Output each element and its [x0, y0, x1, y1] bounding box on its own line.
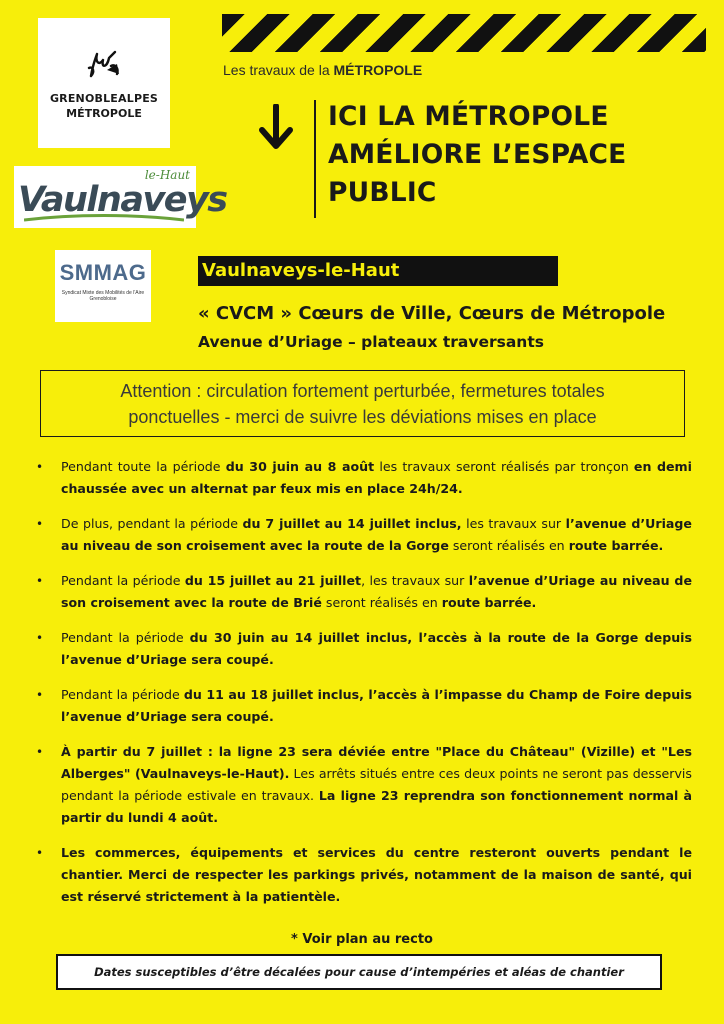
list-item [30, 627, 692, 671]
list-item-text: La ligne 23 reprendra son fonctionnement normal à partir du lundi 4 août. [61, 788, 692, 825]
vaulnaveys-logo [14, 166, 227, 228]
tagline-strong: MÉTROPOLE [333, 62, 423, 78]
list-item-text: route barrée. [441, 595, 537, 610]
list-item [30, 684, 692, 728]
list-item [30, 570, 692, 614]
vaulnaveys-logo-main: Vaulnaveys [18, 180, 227, 220]
recto-note: * Voir plan au recto [291, 932, 433, 947]
list-item [30, 741, 692, 829]
arrow-down-icon [258, 104, 294, 150]
list-item-text: les travaux seront réalisés par tronçon [374, 459, 634, 474]
list-item-text: , les travaux sur [361, 573, 469, 588]
alert-line: ponctuelles - merci de suivre les déviations mises en place [128, 407, 597, 427]
list-item-text: seront réalisés en [448, 538, 569, 553]
metropole-logo-line1: GRENOBLEALPES [49, 92, 159, 105]
list-item-text: du 7 juillet au 14 juillet inclus, [242, 516, 462, 531]
metropole-logo [38, 18, 170, 148]
tagline-prefix: Les travaux de la [223, 62, 334, 78]
list-item-text: Pendant la période [61, 573, 185, 588]
list-item-text: Les arrêts situés entre ces deux points ne seront pas desservis pendant la période estivale en travaux. [61, 766, 692, 803]
smmag-logo-name: SMMAG [59, 260, 147, 285]
commune-banner: Vaulnaveys-le-Haut [198, 256, 558, 286]
alert-line: Attention : circulation fortement perturbée, fermetures totales [120, 381, 605, 401]
flower-mark-icon [81, 46, 127, 86]
vaulnaveys-logo-sub: le-Haut [144, 168, 190, 182]
page-title [328, 98, 626, 212]
list-item-text: en demi chaussée avec un alternat par feux mis en place 24h/24. [61, 459, 692, 496]
hazard-stripes [222, 14, 706, 52]
smmag-logo-desc: Syndicat Mixte des Mobilités de l'Aire Grenobloise [61, 290, 145, 302]
smmag-logo [55, 250, 151, 322]
list-item-text: du 11 au 18 juillet inclus, l’accès à l’impasse du Champ de Foire depuis l’avenue d’Uriage sera coupé. [61, 687, 692, 724]
headline-line: ICI LA MÉTROPOLE [328, 101, 609, 132]
list-item-text: route barrée. [568, 538, 664, 553]
list-item-text: l’avenue d’Uriage au niveau de son croisement avec la route de la Gorge [61, 516, 692, 553]
list-item-text: De plus, pendant la période [61, 516, 243, 531]
headline-line: PUBLIC [328, 177, 437, 208]
tagline [223, 62, 422, 78]
list-item [30, 513, 692, 557]
swoosh-icon [24, 214, 184, 224]
project-title: « CVCM » Cœurs de Ville, Cœurs de Métropole [198, 303, 666, 324]
footer-disclaimer: Dates susceptibles d’être décalées pour cause d’intempéries et aléas de chantier [56, 954, 662, 990]
list-item-text: du 30 juin au 8 août [225, 459, 375, 474]
headline-divider [314, 100, 316, 218]
list-item-text: Pendant la période [61, 630, 190, 645]
info-list [30, 456, 692, 921]
list-item [30, 456, 692, 500]
metropole-logo-line2: MÉTROPOLE [66, 107, 142, 120]
list-item [30, 842, 692, 908]
list-item-text: seront réalisés en [321, 595, 442, 610]
list-item-text: du 30 juin au 14 juillet inclus, l’accès à la route de la Gorge depuis l’avenue d’Uriage sera coupé. [61, 630, 692, 667]
list-item-text: Pendant toute la période [61, 459, 226, 474]
list-item-text: les travaux sur [461, 516, 566, 531]
list-item-text: À partir du 7 juillet : la ligne 23 sera déviée entre "Place du Château" (Vizille) et "Les Alberges" (Vaulnaveys-le-Haut). [61, 744, 692, 781]
list-item-text: du 15 juillet au 21 juillet [184, 573, 362, 588]
list-item-text: Pendant la période [61, 687, 184, 702]
headline-line: AMÉLIORE L’ESPACE [328, 139, 627, 170]
list-item-text: l’avenue d’Uriage au niveau de son croisement avec la route de Brié [61, 573, 692, 610]
alert-box [40, 370, 685, 437]
list-item-text: Les commerces, équipements et services du centre resteront ouverts pendant le chantier. Merci de respecter les parkings privés, notamment de la maison de santé, qui est réservé strictement à la patientèle. [61, 845, 692, 904]
project-subtitle: Avenue d’Uriage – plateaux traversants [198, 333, 544, 351]
